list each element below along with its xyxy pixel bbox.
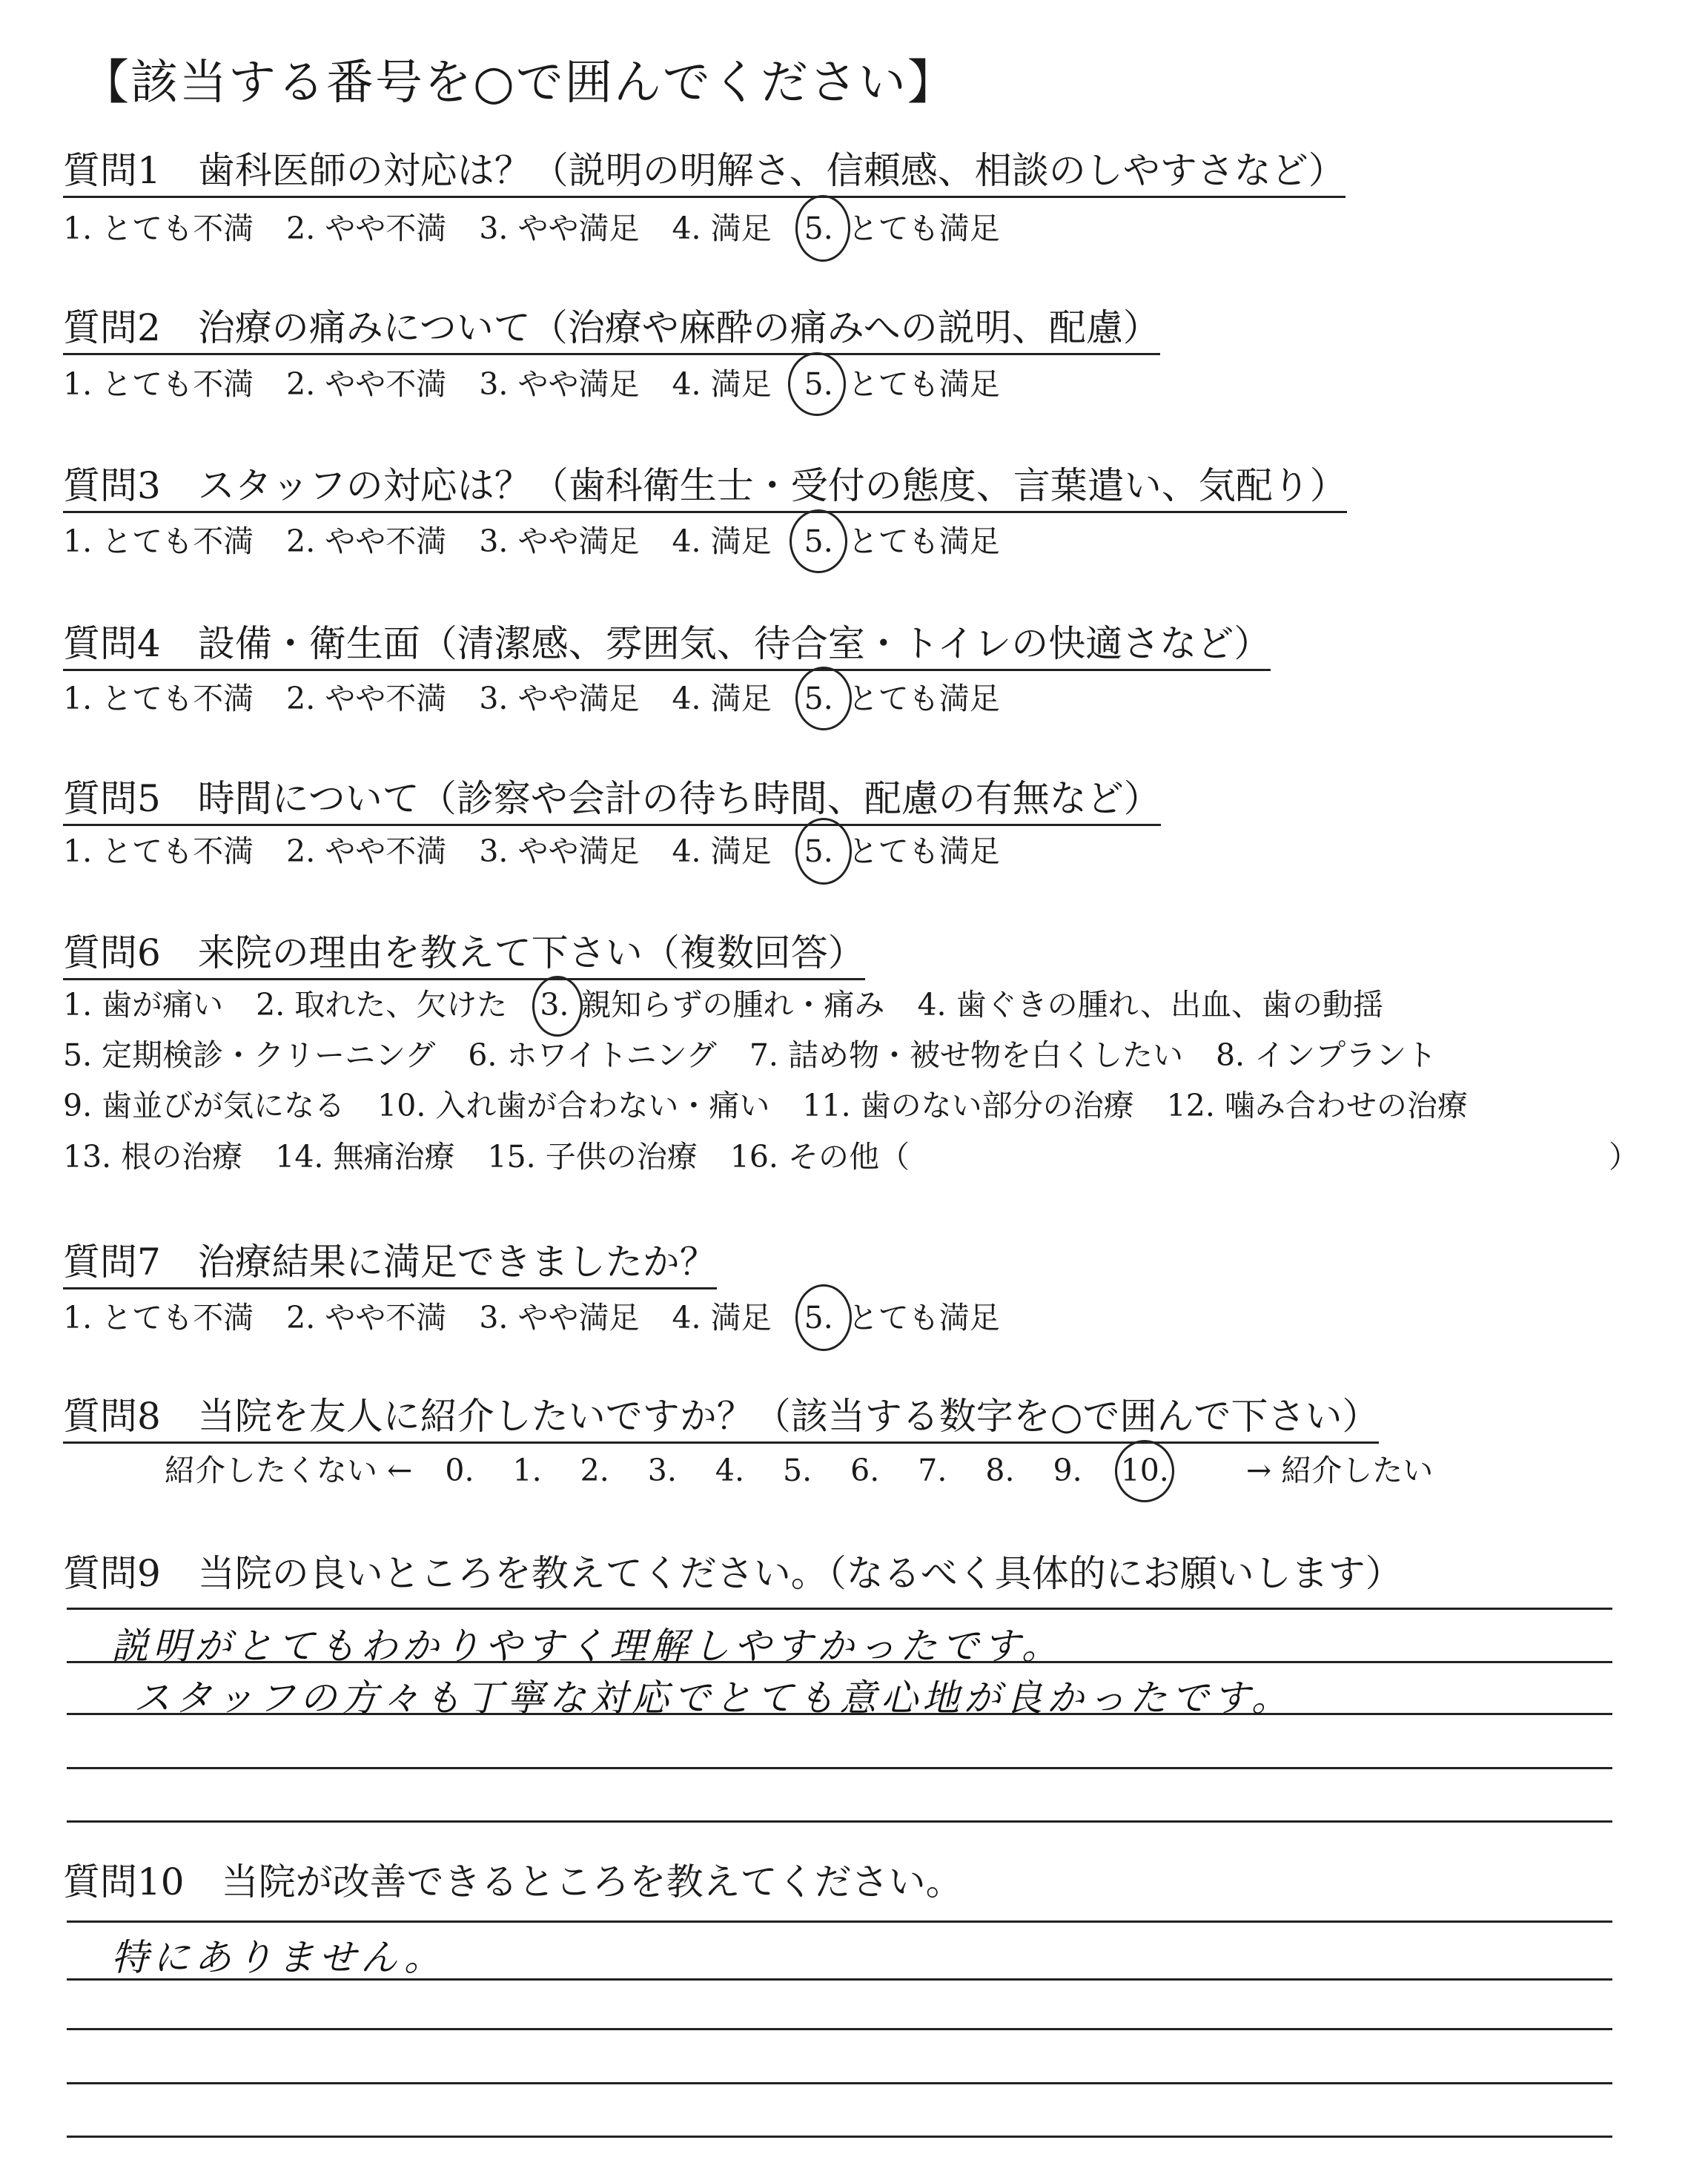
options-q5: [63, 833, 1000, 870]
reason-3-text: 親知らずの腫れ・痛み: [580, 987, 885, 1023]
scale-0[interactable]: 0.: [445, 1453, 474, 1488]
option-4[interactable]: 4. 満足: [672, 681, 772, 716]
option-5-selected[interactable]: [804, 833, 833, 870]
scale-1[interactable]: 1.: [512, 1453, 542, 1488]
option-3[interactable]: 3. やや満足: [479, 1300, 640, 1335]
option-3[interactable]: 3. やや満足: [479, 211, 640, 246]
option-1[interactable]: 1. とても不満: [63, 1300, 254, 1335]
option-5-label: 5.: [804, 1300, 833, 1335]
option-5-label: 5.: [804, 681, 833, 716]
option-5-label: 5.: [804, 833, 833, 869]
question-2: 質問2 治療の痛みについて（治療や麻酔の痛みへの説明、配慮）: [63, 305, 1160, 355]
answer-line: [67, 1920, 1612, 1923]
option-4[interactable]: 4. 満足: [672, 1300, 772, 1335]
option-5-selected[interactable]: [804, 1299, 833, 1336]
reason-11[interactable]: 11. 歯のない部分の治療: [802, 1088, 1134, 1123]
scale-7[interactable]: 7.: [918, 1453, 947, 1488]
option-5-selected[interactable]: [804, 680, 833, 717]
option-5-text: とても満足: [847, 1300, 1000, 1335]
option-4[interactable]: 4. 満足: [672, 211, 772, 246]
question-7: 質問7 治療結果に満足できましたか？: [63, 1240, 717, 1289]
question-6: 質問6 来院の理由を教えて下さい（複数回答）: [63, 931, 865, 980]
handwritten-answer-q9-line-2: スタッフの方々も丁寧な対応でとても意心地が良かったです。: [133, 1677, 1293, 1720]
scale-8[interactable]: 8.: [985, 1453, 1015, 1488]
question-3: 質問3 スタッフの対応は？（歯科衛生士・受付の態度、言葉遣い、気配り）: [63, 463, 1347, 513]
reason-6[interactable]: 6. ホワイトニング: [468, 1037, 717, 1073]
reason-14[interactable]: 14. 無痛治療: [275, 1139, 455, 1175]
option-3[interactable]: 3. やや満足: [479, 681, 640, 716]
options-q3: [63, 523, 1000, 560]
option-1[interactable]: 1. とても不満: [63, 681, 254, 716]
scale-3[interactable]: 3.: [647, 1453, 677, 1488]
options-q6-row-2: [63, 1037, 1437, 1074]
option-2[interactable]: 2. やや不満: [286, 1300, 447, 1335]
page-title: 【該当する番号を○で囲んでください】: [82, 56, 956, 110]
options-q1: [63, 210, 1000, 247]
option-5-selected[interactable]: [804, 210, 833, 247]
option-2[interactable]: 2. やや不満: [286, 524, 447, 559]
scale-right-label: → 紹介したい: [1245, 1453, 1434, 1488]
option-5-text: とても満足: [847, 366, 1000, 402]
answer-line: [67, 2082, 1612, 2084]
other-close-paren: ）: [1609, 1139, 1639, 1175]
reason-7[interactable]: 7. 詰め物・被せ物を白くしたい: [749, 1037, 1183, 1073]
option-5-label: 5.: [804, 524, 833, 559]
question-5: 質問5 時間について（診察や会計の待ち時間、配慮の有無など）: [63, 776, 1161, 826]
reason-10[interactable]: 10. 入れ歯が合わない・痛い: [377, 1088, 770, 1123]
reason-3-selected[interactable]: [540, 986, 569, 1023]
scale-10-label: 10.: [1120, 1453, 1169, 1488]
option-5-text: とても満足: [847, 211, 1000, 246]
reason-1[interactable]: 1. 歯が痛い: [63, 987, 224, 1023]
reason-3-label: 3.: [540, 987, 569, 1023]
option-5-text: とても満足: [847, 681, 1000, 716]
handwritten-answer-q9-line-1: 説明がとてもわかりやすく理解しやすかったです。: [111, 1625, 1063, 1668]
reason-4[interactable]: 4. 歯ぐきの腫れ、出血、歯の動揺: [917, 987, 1384, 1023]
reason-2[interactable]: 2. 取れた、欠けた: [256, 987, 508, 1023]
options-q4: [63, 680, 1000, 717]
options-q7: [63, 1299, 1000, 1336]
options-q6-row-3: [63, 1087, 1468, 1124]
option-4[interactable]: 4. 満足: [672, 833, 772, 869]
option-5-selected[interactable]: [804, 366, 833, 403]
handwritten-answer-q10: 特にありません。: [111, 1936, 446, 1979]
option-2[interactable]: 2. やや不満: [286, 211, 447, 246]
option-4[interactable]: 4. 満足: [672, 524, 772, 559]
options-q6-row-4: [63, 1138, 910, 1175]
option-2[interactable]: 2. やや不満: [286, 366, 447, 402]
option-1[interactable]: 1. とても不満: [63, 366, 254, 402]
scale-2[interactable]: 2.: [580, 1453, 609, 1488]
option-1[interactable]: 1. とても不満: [63, 524, 254, 559]
reason-12[interactable]: 12. 噛み合わせの治療: [1166, 1088, 1468, 1123]
question-8: 質問8 当院を友人に紹介したいですか？（該当する数字を○で囲んで下さい）: [63, 1394, 1379, 1444]
option-2[interactable]: 2. やや不満: [286, 833, 447, 869]
question-9: 質問9 当院の良いところを教えてください。（なるべく具体的にお願いします）: [63, 1552, 1403, 1595]
reason-15[interactable]: 15. 子供の治療: [487, 1139, 698, 1175]
question-1: 質問1 歯科医師の対応は？（説明の明解さ、信頼感、相談のしやすさなど）: [63, 148, 1345, 198]
option-5-selected[interactable]: [804, 523, 833, 560]
option-5-label: 5.: [804, 211, 833, 246]
option-5-label: 5.: [804, 366, 833, 402]
option-5-text: とても満足: [847, 524, 1000, 559]
option-3[interactable]: 3. やや満足: [479, 833, 640, 869]
question-4: 質問4 設備・衛生面（清潔感、雰囲気、待合室・トイレの快適さなど）: [63, 621, 1271, 671]
option-3[interactable]: 3. やや満足: [479, 366, 640, 402]
option-1[interactable]: 1. とても不満: [63, 211, 254, 246]
scale-4[interactable]: 4.: [715, 1453, 745, 1488]
question-10: 質問10 当院が改善できるところを教えてください。: [63, 1860, 963, 1903]
scale-9[interactable]: 9.: [1053, 1453, 1082, 1488]
option-2[interactable]: 2. やや不満: [286, 681, 447, 716]
option-1[interactable]: 1. とても不満: [63, 833, 254, 869]
reason-9[interactable]: 9. 歯並びが気になる: [63, 1088, 345, 1123]
answer-line: [67, 1820, 1612, 1823]
scale-10-selected[interactable]: [1121, 1452, 1208, 1489]
option-3[interactable]: 3. やや満足: [479, 524, 640, 559]
answer-line: [67, 1608, 1612, 1610]
reason-5[interactable]: 5. 定期検診・クリーニング: [63, 1037, 436, 1073]
reason-8[interactable]: 8. インプラント: [1215, 1037, 1437, 1073]
recommend-scale: [165, 1452, 1433, 1489]
scale-6[interactable]: 6.: [850, 1453, 880, 1488]
answer-line: [67, 2136, 1612, 2138]
reason-13[interactable]: 13. 根の治療: [63, 1139, 243, 1175]
scale-5[interactable]: 5.: [783, 1453, 812, 1488]
answer-line: [67, 2028, 1612, 2030]
answer-line: [67, 1767, 1612, 1769]
reason-16[interactable]: 16. その他（: [729, 1139, 910, 1175]
scale-left-label: 紹介したくない ←: [165, 1453, 413, 1488]
options-q2: [63, 366, 1000, 403]
option-4[interactable]: 4. 満足: [672, 366, 772, 402]
options-q6-row-1: [63, 986, 1383, 1023]
option-5-text: とても満足: [847, 833, 1000, 869]
